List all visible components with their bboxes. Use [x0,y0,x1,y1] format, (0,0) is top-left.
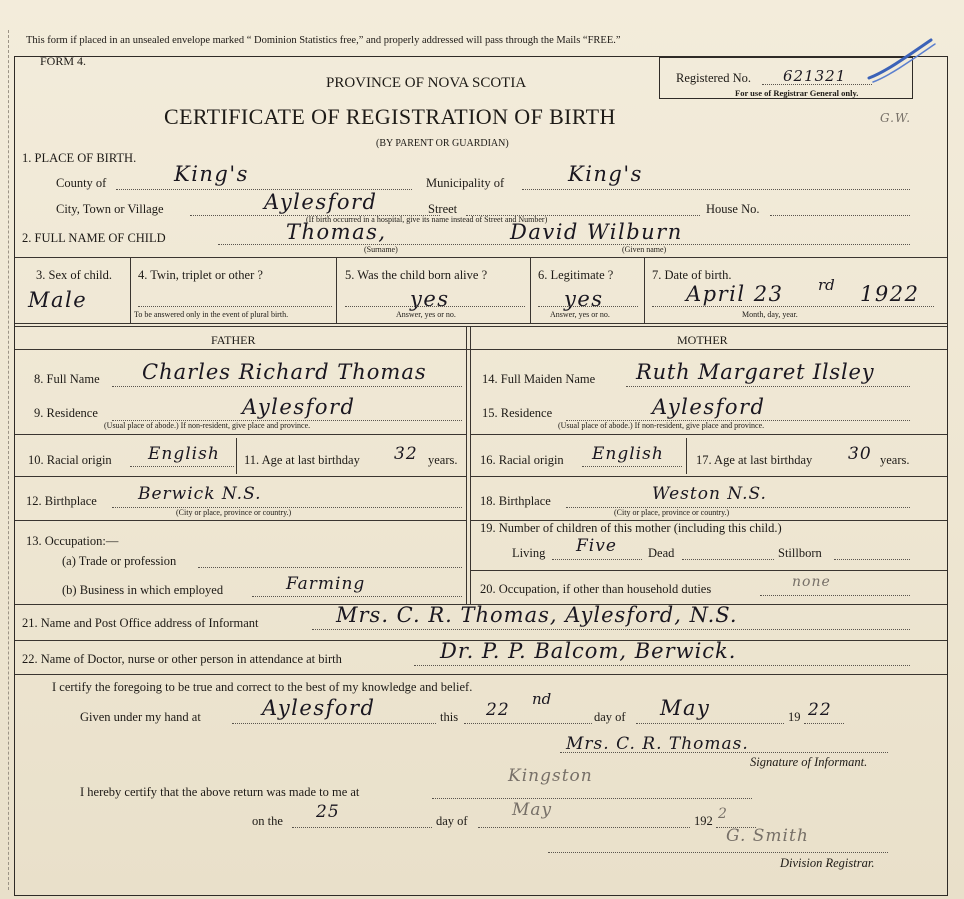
mother-occupation-label: 20. Occupation, if other than household duties [480,582,712,596]
blue-pencil-mark [865,36,937,84]
living-value: Five [576,536,617,556]
given-place-value: Aylesford [262,696,376,720]
on-the-label: on the [252,814,283,828]
business-value: Farming [286,574,366,594]
this-label: this [440,710,459,724]
sex-value: Male [28,288,88,312]
doctor-label: 22. Name of Doctor, nurse or other person in attendance at birth [22,652,342,666]
registrar-general-note: For use of Registrar General only. [735,88,859,98]
alive-note: Answer, yes or no. [396,310,456,319]
registrar-signature: G. Smith [726,826,809,846]
certify-text: I certify the foregoing to be true and correct to the best of my knowledge and belief. [52,680,473,694]
surname-caption: (Surname) [364,245,398,254]
province-heading: PROVINCE OF NOVA SCOTIA [326,75,527,91]
registrar-month-value: May [512,800,553,820]
street-label: Street [428,202,458,216]
margin-initials: G.W. [880,111,912,125]
place-heading: 1. PLACE OF BIRTH. [22,151,137,165]
legitimate-note: Answer, yes or no. [550,310,610,319]
legitimate-value: yes [564,287,604,311]
registrar-year-prefix: 192 [694,814,713,828]
informant-value: Mrs. C. R. Thomas, Aylesford, N.S. [336,603,738,627]
left-margin-line [8,30,9,890]
birth-date-note: Month, day, year. [742,310,798,319]
father-age-value: 32 [394,444,418,464]
father-residence-label: 9. Residence [34,406,98,420]
registrar-year-value: 2 [718,806,728,822]
mother-age-value: 30 [848,444,872,464]
twin-label: 4. Twin, triplet or other ? [138,268,263,282]
twin-note: To be answered only in the event of plural birth. [134,310,289,319]
alive-value: yes [410,287,450,311]
mother-age-label: 17. Age at last birthday [696,453,813,467]
father-age-label: 11. Age at last birthday [244,453,360,467]
registrar-signature-label: Division Registrar. [780,856,875,870]
dead-label: Dead [648,546,675,560]
occupation-label: 13. Occupation:— [26,534,119,548]
child-name-label: 2. FULL NAME OF CHILD [22,231,166,245]
registered-number: 621321 [783,67,847,85]
father-birthplace-note: (City or place, province or country.) [176,508,292,517]
county-label: County of [56,176,107,190]
father-name-label: 8. Full Name [34,372,100,386]
mother-name-value: Ruth Margaret Ilsley [636,360,875,384]
certify-year-value: 22 [808,700,832,720]
city-label: City, Town or Village [56,202,164,216]
informant-label: 21. Name and Post Office address of Informant [22,616,259,630]
trade-label: (a) Trade or profession [62,554,177,568]
mailing-notice: This form if placed in an unsealed envelope marked “ Dominion Statistics free,” and properly addressed will pass through the Mails “FREE.” [26,35,621,46]
given-under-label: Given under my hand at [80,710,201,724]
doctor-value: Dr. P. P. Balcom, Berwick. [440,639,737,663]
registrar-day-value: 25 [316,802,340,822]
form-number: FORM 4. [40,54,87,68]
father-racial-value: English [148,444,220,464]
birth-date-suffix: rd [818,276,835,294]
house-label: House No. [706,202,760,216]
children-count-label: 19. Number of children of this mother (including this child.) [480,521,782,535]
certificate-title: CERTIFICATE OF REGISTRATION OF BIRTH [164,104,616,129]
certify-year-prefix: 19 [788,710,801,724]
municipality-value: King's [568,162,643,186]
mother-racial-value: English [592,444,664,464]
mother-heading: MOTHER [677,333,728,347]
living-label: Living [512,546,546,560]
county-value: King's [174,162,249,186]
informant-signature-label: Signature of Informant. [750,755,868,769]
registered-label: Registered No. [676,71,751,85]
father-birthplace-value: Berwick N.S. [138,484,262,504]
registrar-certify-text: I hereby certify that the above return was made to me at [80,785,360,799]
father-residence-note: (Usual place of abode.) If non-resident, give place and province. [104,421,311,430]
mother-residence-note: (Usual place of abode.) If non-resident, give place and province. [558,421,765,430]
certify-day-suffix: nd [532,690,552,708]
father-racial-label: 10. Racial origin [28,453,112,467]
day-of-label: day of [594,710,626,724]
city-value: Aylesford [264,190,378,214]
given-name-caption: (Given name) [622,245,667,254]
birth-date-label: 7. Date of birth. [652,268,732,282]
mother-name-label: 14. Full Maiden Name [482,372,596,386]
informant-signature: Mrs. C. R. Thomas. [566,734,749,754]
mother-racial-label: 16. Racial origin [480,453,564,467]
father-name-value: Charles Richard Thomas [142,360,427,384]
mother-occupation-value: none [792,574,831,590]
birth-date-year: 1922 [860,282,920,306]
father-residence-value: Aylesford [242,395,356,419]
mother-birthplace-note: (City or place, province or country.) [614,508,730,517]
child-surname: Thomas, [286,220,387,244]
registrar-place-value: Kingston [508,766,593,786]
alive-label: 5. Was the child born alive ? [345,268,488,282]
registrar-day-of-label: day of [436,814,468,828]
sex-label: 3. Sex of child. [36,268,113,282]
birth-date-value: April 23 [686,282,784,306]
father-heading: FATHER [211,333,256,347]
legitimate-label: 6. Legitimate ? [538,268,614,282]
mother-years-label: years. [880,453,910,467]
mother-residence-value: Aylesford [652,395,766,419]
hospital-note: (If birth occurred in a hospital, give its name instead of Street and Number) [306,215,548,224]
certify-month-value: May [660,696,711,720]
business-label: (b) Business in which employed [62,583,224,597]
certificate-subtitle: (BY PARENT OR GUARDIAN) [376,138,509,149]
father-birthplace-label: 12. Birthplace [26,494,97,508]
mother-birthplace-value: Weston N.S. [652,484,767,504]
mother-residence-label: 15. Residence [482,406,553,420]
child-given-name: David Wilburn [510,220,683,244]
stillborn-label: Stillborn [778,546,822,560]
municipality-label: Municipality of [426,176,505,190]
mother-birthplace-label: 18. Birthplace [480,494,551,508]
father-years-label: years. [428,453,458,467]
certify-day-value: 22 [486,700,510,720]
